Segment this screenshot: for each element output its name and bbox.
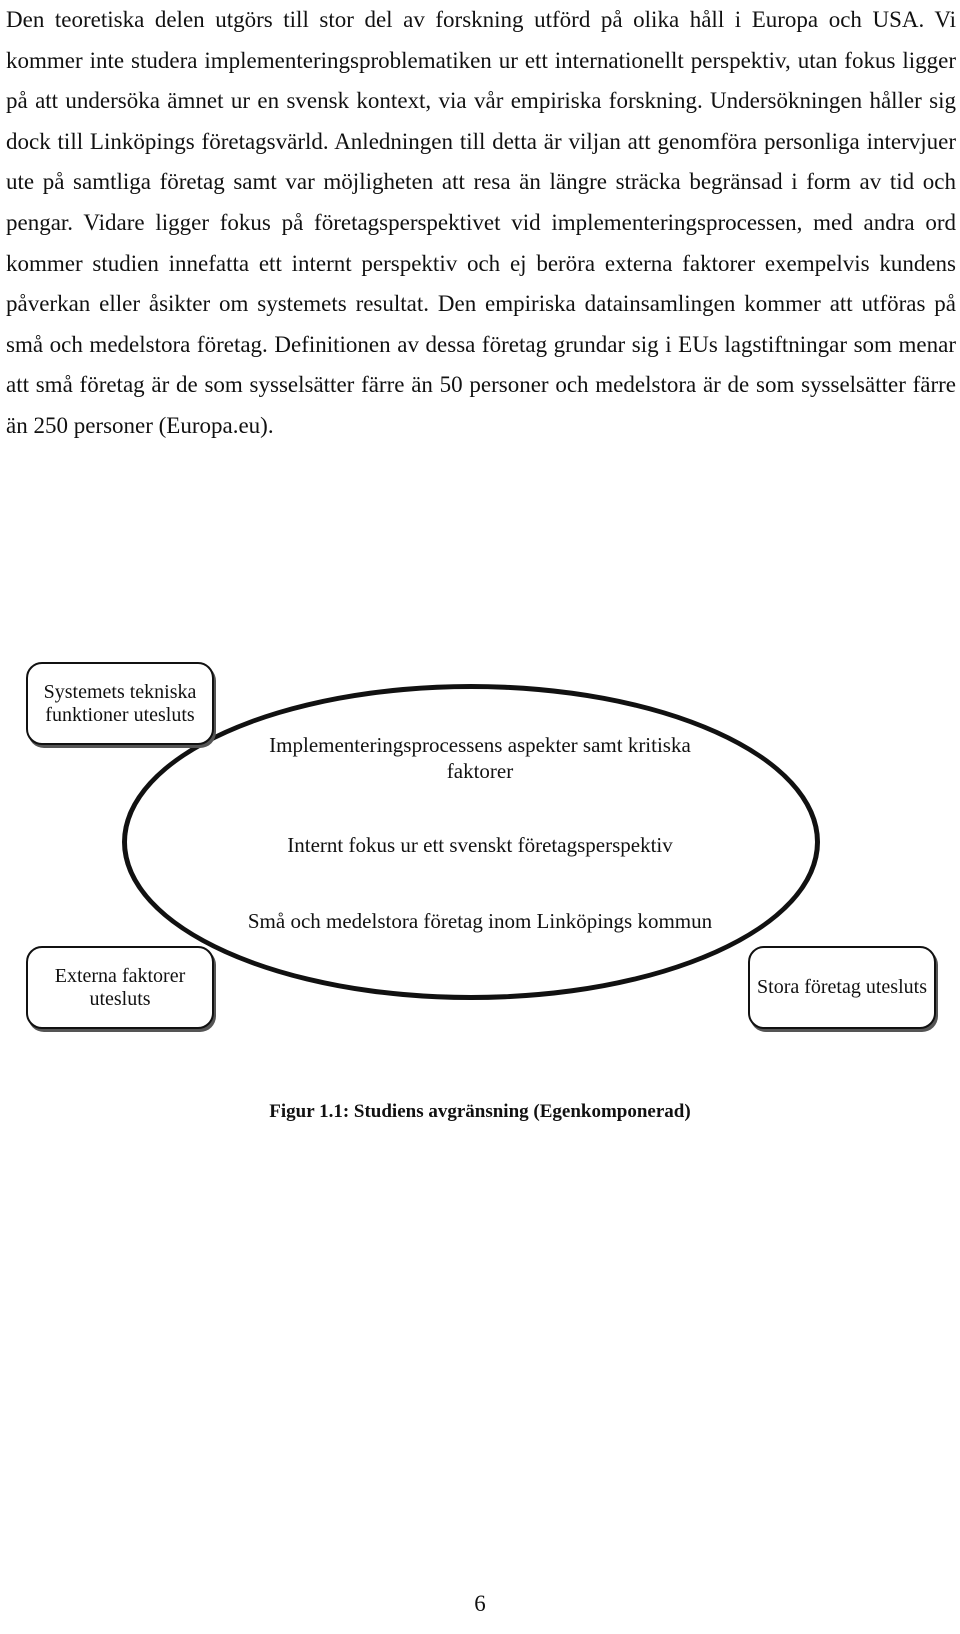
ellipse-text-companies: Små och medelstora företag inom Linköpings kommun [247, 909, 713, 933]
ellipse-text-internal-focus: Internt fokus ur ett svenskt företagsperspektiv [287, 833, 673, 857]
page-number: 6 [474, 1591, 486, 1616]
excluded-technical-functions-label: Systemets tekniska funktioner utesluts [43, 680, 197, 726]
excluded-technical-functions-box [26, 662, 214, 745]
excluded-large-companies-box [748, 946, 936, 1029]
scope-diagram [0, 640, 960, 1040]
figure-caption: Figur 1.1: Studiens avgränsning (Egenkomponerad) [269, 1101, 691, 1122]
excluded-large-companies-label: Stora företag utesluts [757, 976, 927, 998]
excluded-external-factors-label: Externa faktorer utesluts [54, 964, 186, 1010]
body-paragraph: Den teoretiska delen utgörs till stor del av forskning utförd på olika håll i Europa och USA. Vi kommer inte studera implementeringsproblematiken ur ett internationellt perspektiv, utan fokus ligger på att undersöka ämnet ur en svensk kontext, via vår empiriska forskning. Undersökningen håller sig dock till Linköpings företagsvärld. Anledningen till detta är viljan att genomföra personliga intervjuer ute på samtliga företag samt var möjligheten att resa än längre sträcka begränsad i form av tid och pengar. Vidare ligger fokus på företagsperspektivet vid implementeringsprocessen, med andra ord kommer studien innefatta ett internt perspektiv och ej beröra externa faktorer exempelvis kundens påverkan eller åsikter om systemets resultat. Den empiriska datainsamlingen kommer att utföras på små och medelstora företag. Definitionen av dessa företag grundar sig i EUs lagstiftningar som menar att små företag är de som sysselsätter färre än 50 personer och medelstora är de som sysselsätter färre än 250 personer (Europa.eu). [6, 7, 956, 438]
excluded-external-factors-box [26, 946, 214, 1029]
ellipse-text-aspects: Implementeringsprocessens aspekter samt kritiska faktorer [269, 733, 691, 783]
